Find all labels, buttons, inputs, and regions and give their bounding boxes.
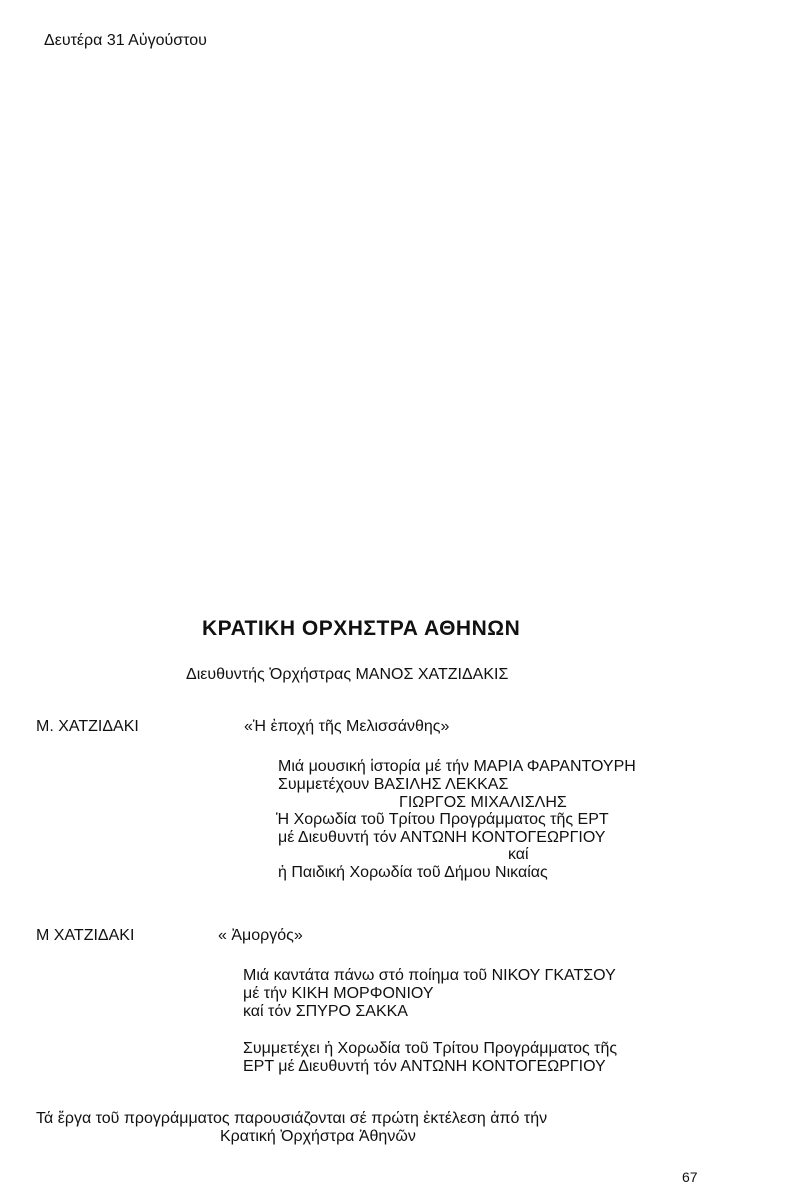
work-1-composer: Μ. ΧΑΤΖΙΔΑΚΙ [36, 718, 139, 735]
work-1-detail-line: Συμμετέχουν ΒΑΣΙΛΗΣ ΛΕΚΚΑΣ [278, 776, 509, 793]
work-2-detail-line: Μιά καντάτα πάνω στό ποίημα τοῦ ΝΙΚΟΥ ΓΚΑΤΣΟΥ [243, 967, 616, 984]
work-1-detail-line: μέ Διευθυντή τόν ΑΝΤΩΝΗ ΚΟΝΤΟΓΕΩΡΓΙΟΥ [278, 829, 606, 846]
footer-note-line: Τά ἔργα τοῦ προγράμματος παρουσιάζονται σέ πρώτη ἐκτέλεση ἀπό τήν [36, 1110, 548, 1127]
work-1-title: «Ἡ ἐποχή τῆς Μελισσάνθης» [244, 718, 450, 735]
date-header: Δευτέρα 31 Αὐγούστου [44, 32, 207, 49]
work-1-detail-line: Μιά μουσική ἱστορία μέ τήν ΜΑΡΙΑ ΦΑΡΑΝΤΟΥΡΗ [278, 758, 636, 775]
work-2-detail-line: μέ τήν ΚΙΚΗ ΜΟΡΦΟΝΙΟΥ [243, 985, 434, 1002]
work-1-detail-line: καί [508, 846, 529, 863]
work-1-detail-line: ΓΙΩΡΓΟΣ ΜΙΧΑΛΙΣΛΗΣ [399, 794, 567, 811]
work-2-detail-line: Συμμετέχει ἡ Χορωδία τοῦ Τρίτου Προγράμματος τῆς [243, 1040, 618, 1057]
work-2-composer: Μ ΧΑΤΖΙΔΑΚΙ [36, 927, 135, 944]
work-2-title: « Ἀμοργός» [218, 927, 303, 944]
page-title: ΚΡΑΤΙΚΗ ΟΡΧΗΣΤΡΑ ΑΘΗΝΩΝ [202, 617, 521, 640]
work-2-detail-line: καί τόν ΣΠΥΡΟ ΣΑΚΚΑ [243, 1003, 408, 1020]
work-1-detail-line: ἡ Παιδική Χορωδία τοῦ Δήμου Νικαίας [278, 864, 548, 881]
footer-note-line: Κρατική Ὀρχήστρα Ἀθηνῶν [220, 1128, 416, 1145]
page-number: 67 [682, 1169, 698, 1185]
work-2-detail-line: ΕΡΤ μέ Διευθυντή τόν ΑΝΤΩΝΗ ΚΟΝΤΟΓΕΩΡΓΙΟΥ [243, 1058, 606, 1075]
work-1-detail-line: Ἡ Χορωδία τοῦ Τρίτου Προγράμματος τῆς ΕΡΤ [276, 811, 609, 828]
conductor-line: Διευθυντής Ὀρχήστρας ΜΑΝΟΣ ΧΑΤΖΙΔΑΚΙΣ [186, 666, 509, 683]
